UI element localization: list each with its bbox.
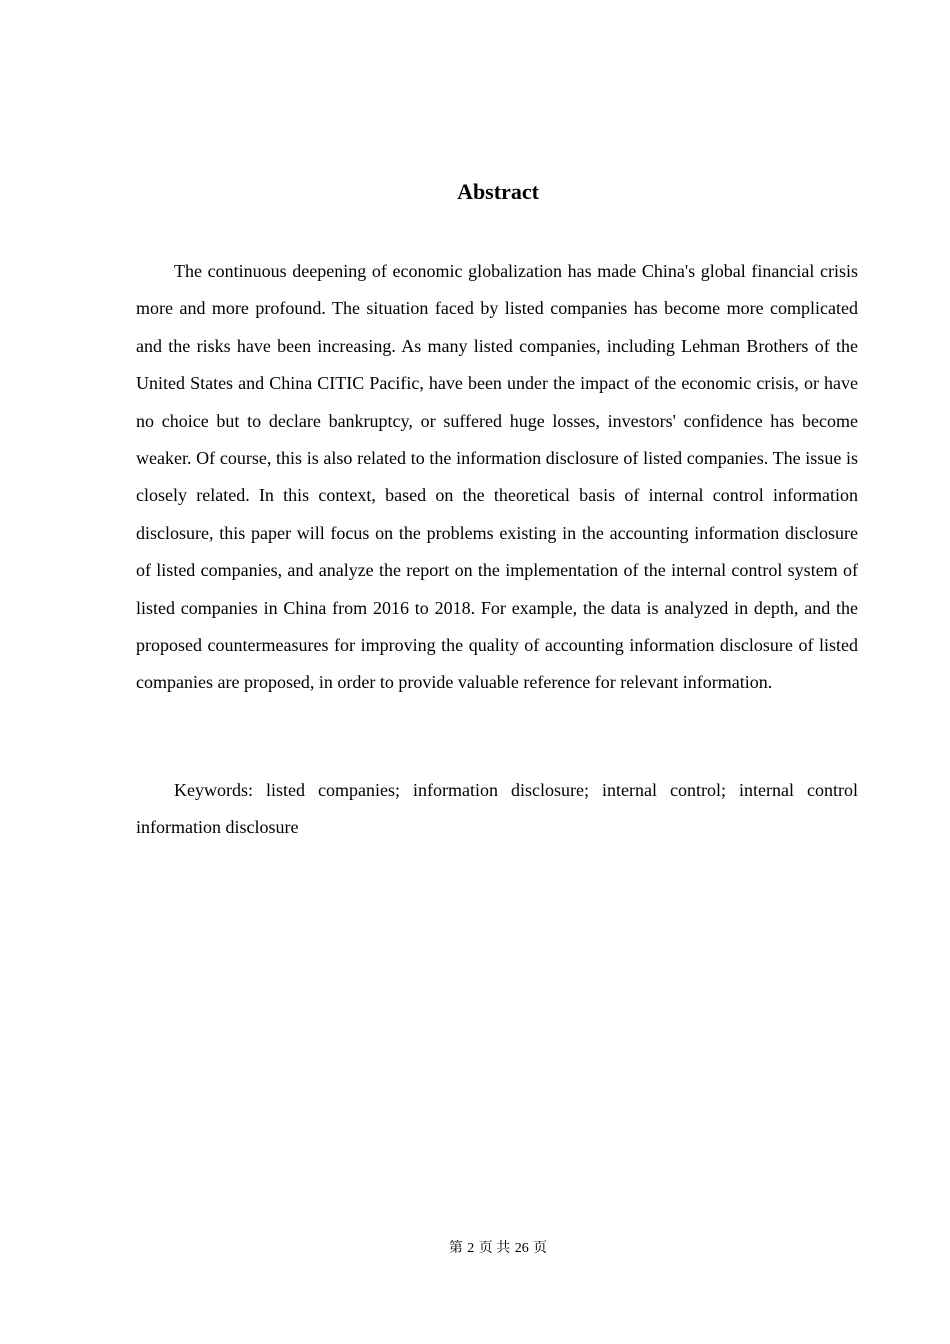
footer-current-page: 2 [467,1241,475,1256]
footer-total-pages: 26 [514,1241,529,1256]
keywords-paragraph: Keywords: listed companies; information disclosure; internal control; internal control information disclosure [136,780,858,838]
abstract-paragraph: The continuous deepening of economic globalization has made China's global financial crisis more and more profound. The situation faced by listed companies has become more complicated and the risks have been increasing. As many listed companies, including Lehman Brothers of the United States and China CITIC Pacific, have been under the impact of the economic crisis, or have no choice but to declare bankruptcy, or suffered huge losses, investors' confidence has become weaker. Of course, this is also related to the information disclosure of listed companies. The issue is closely related. In this context, based on the theoretical basis of internal control information disclosure, this paper will focus on the problems existing in the accounting information disclosure of listed companies, and analyze the report on the implementation of the internal control system of listed companies in China from 2016 to 2018. For example, the data is analyzed in depth, and the proposed countermeasures for improving the quality of accounting information disclosure of listed companies are proposed, in order to provide valuable reference for relevant information. [136,261,858,693]
footer-prefix: 第 [448,1241,463,1256]
abstract-title: Abstract [457,179,539,204]
page-footer [0,1239,950,1258]
footer-suffix: 页 [533,1241,548,1256]
footer-middle: 页 共 [478,1241,511,1256]
